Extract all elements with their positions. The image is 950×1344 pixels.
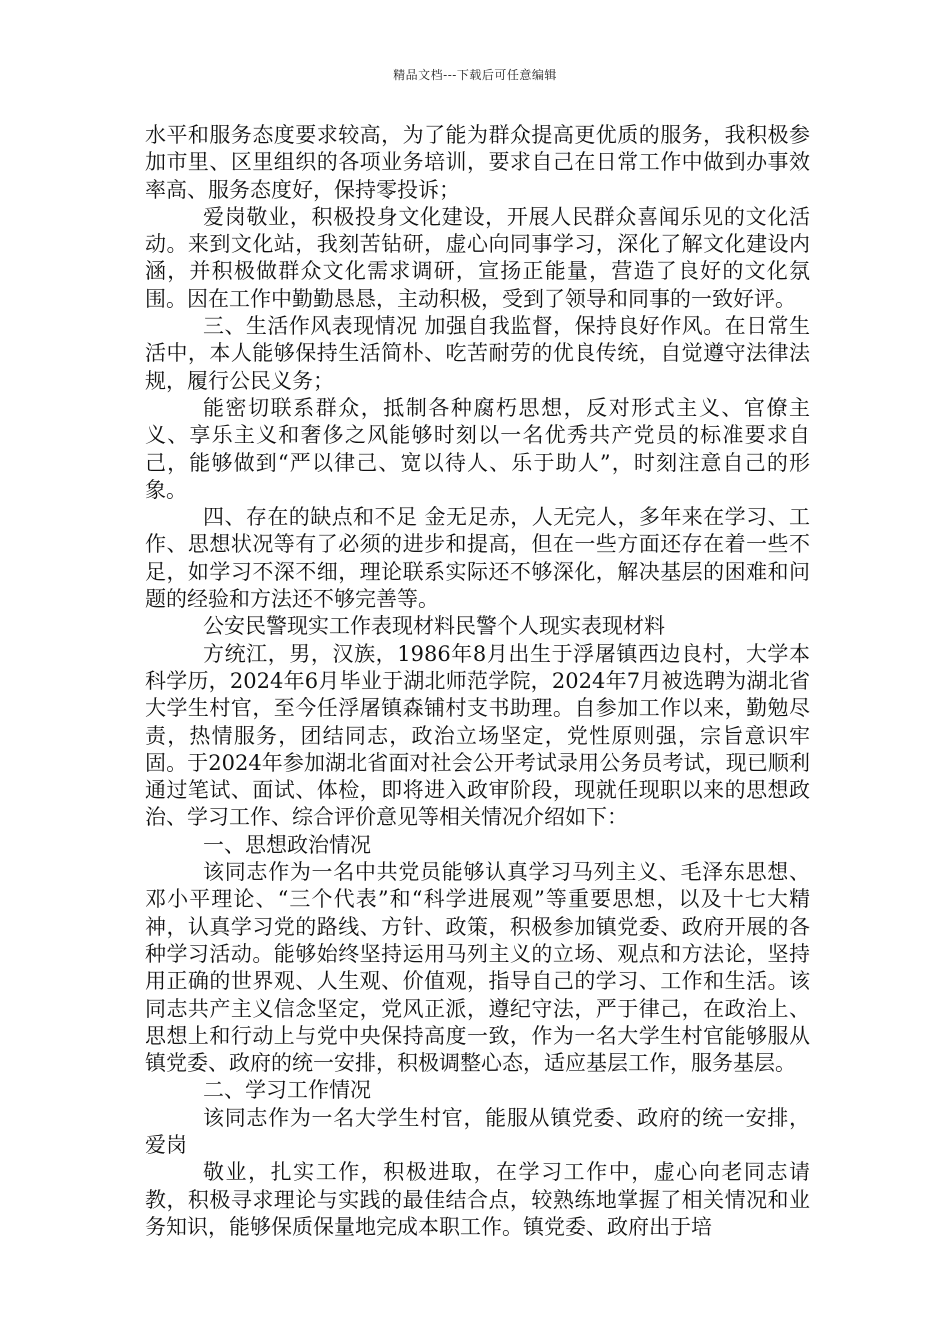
- document-body: [145, 122, 810, 1241]
- paragraph: 方统江，男，汉族，1986年8月出生于浮屠镇西边良村，大学本科学历，2024年6月毕业于湖北师范学院，2024年7月被选聘为湖北省大学生村官，至今任浮屠镇森铺村支书助理。自参加工作以来，勤勉尽责，热情服务，团结同志，政治立场坚定，党性原则强，宗旨意识牢固。于2024年参加湖北省面对社会公开考试录用公务员考试，现已顺利通过笔试、面试、体检，即将进入政审阶段，现就任现职以来的思想政治、学习工作、综合评价意见等相关情况介绍如下：: [145, 641, 810, 830]
- section-heading: 一、思想政治情况: [203, 832, 371, 857]
- paragraph: 该同志作为一名大学生村官，能服从镇党委、政府的统一安排，爱岗: [145, 1105, 810, 1157]
- paragraph: 三、生活作风表现情况 加强自我监督，保持良好作风。在日常生活中，本人能够保持生活简朴、吃苦耐劳的优良传统，自觉遵守法律法规，履行公民义务；: [145, 314, 810, 393]
- section-title: 公安民警现实工作表现材料民警个人现实表现材料: [203, 614, 665, 639]
- section-heading: 二、学习工作情况: [203, 1078, 371, 1103]
- paragraph: 该同志作为一名中共党员能够认真学习马列主义、毛泽东思想、邓小平理论、“三个代表”和“科学进展观”等重要思想，以及十七大精神，认真学习党的路线、方针、政策，积极参加镇党委、政府开展的各种学习活动。能够始终坚持运用马列主义的立场、观点和方法论，坚持用正确的世界观、人生观、价值观，指导自己的学习、工作和生活。该同志共产主义信念坚定，党风正派，遵纪守法，严于律己，在政治上、思想上和行动上与党中央保持高度一致，作为一名大学生村官能够服从镇党委、政府的统一安排，积极调整心态，适应基层工作，服务基层。: [145, 860, 810, 1076]
- page-header: 精品文档---下载后可任意编辑: [393, 68, 557, 82]
- paragraph: 爱岗敬业，积极投身文化建设，开展人民群众喜闻乐见的文化活动。来到文化站，我刻苦钻研，虚心向同事学习，深化了解文化建设内涵，并积极做群众文化需求调研，宣扬正能量，营造了良好的文化氛围。因在工作中勤勤恳恳，主动积极，受到了领导和同事的一致好评。: [145, 204, 810, 311]
- paragraph: 四、存在的缺点和不足 金无足赤，人无完人，多年来在学习、工作、思想状况等有了必须的进步和提高，但在一些方面还存在着一些不足，如学习不深不细，理论联系实际还不够深化，解决基层的困难和问题的经验和方法还不够完善等。: [145, 505, 810, 612]
- paragraph: 敬业，扎实工作，积极进取，在学习工作中，虚心向老同志请教，积极寻求理论与实践的最佳结合点，较熟练地掌握了相关情况和业务知识，能够保质保量地完成本职工作。镇党委、政府出于培: [145, 1160, 810, 1239]
- paragraph: 能密切联系群众，抵制各种腐朽思想，反对形式主义、官僚主义、享乐主义和奢侈之风能够时刻以一名优秀共产党员的标准要求自己，能够做到“严以律己、宽以待人、乐于助人”，时刻注意自己的形象。: [145, 395, 810, 502]
- paragraph: 水平和服务态度要求较高，为了能为群众提高更优质的服务，我积极参加市里、区里组织的各项业务培训，要求自己在日常工作中做到办事效率高、服务态度好，保持零投诉；: [145, 123, 810, 202]
